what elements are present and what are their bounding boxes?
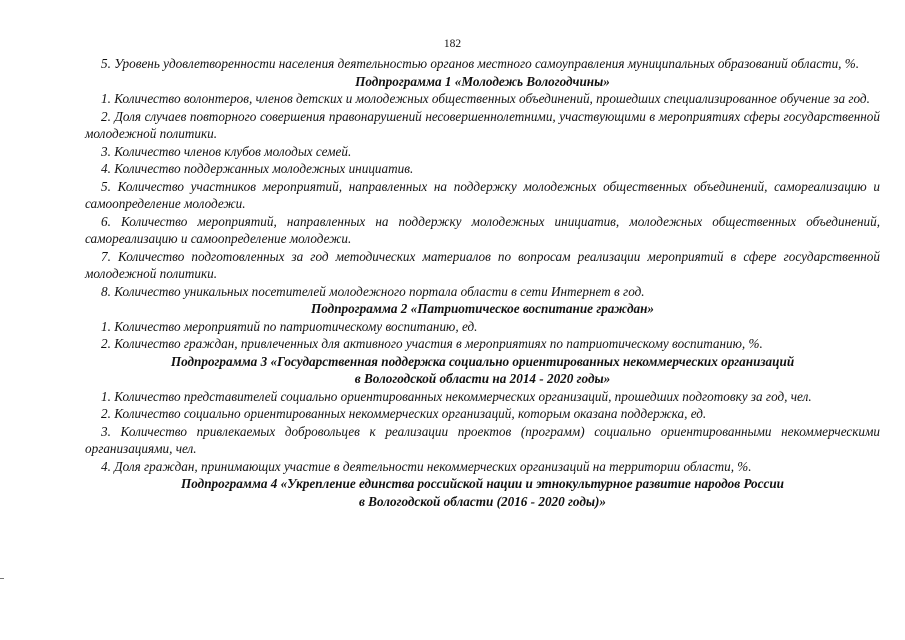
indicator-paragraph: 3. Количество членов клубов молодых семей.	[101, 143, 352, 159]
document-body	[85, 55, 880, 510]
indicator-paragraph: 2. Количество социально ориентированных некоммерческих организаций, которым оказана поддержка, ед.	[101, 406, 707, 421]
subprogram-heading-continuation: в Вологодской области на 2014 - 2020 годы»	[354, 371, 611, 386]
subprogram-heading: Подпрограмма 1 «Молодежь Вологодчины»	[355, 73, 610, 89]
indicator-paragraph: 2. Количество граждан, привлеченных для активного участия в мероприятиях по патриотическому воспитанию, %.	[101, 336, 763, 351]
subprogram-heading-continuation: в Вологодской области (2016 - 2020 годы)»	[358, 493, 607, 509]
indicator-paragraph: 1. Количество мероприятий по патриотическому воспитанию, ед.	[101, 318, 478, 334]
page-number: 182	[443, 38, 462, 50]
indicator-paragraph: 1. Количество представителей социально ориентированных некоммерческих организаций, прошедших подготовку за год, чел.	[101, 388, 812, 404]
margin-mark	[0, 578, 4, 579]
indicator-paragraph: 5. Количество участников мероприятий, направленных на поддержку молодежных общественных объединений, самореализацию и самоопределение молодежи.	[85, 178, 880, 211]
subprogram-heading: Подпрограмма 2 «Патриотическое воспитание граждан»	[311, 301, 654, 316]
indicator-paragraph: 4. Доля граждан, принимающих участие в деятельности некоммерческих организаций на территории области, %.	[101, 458, 752, 474]
subprogram-heading: Подпрограмма 3 «Государственная поддержка социально ориентированных некоммерческих организаций	[170, 353, 795, 369]
indicator-paragraph: 6. Количество мероприятий, направленных на поддержку молодежных инициатив, молодежных общественных объединений, самореализацию и самоопределение молодежи.	[85, 213, 880, 246]
indicator-paragraph: 5. Уровень удовлетворенности населения деятельностью органов местного самоуправления муниципальных образований области, %.	[101, 56, 860, 71]
indicator-paragraph: 1. Количество волонтеров, членов детских и молодежных общественных объединений, прошедших специализированное обучение за год.	[101, 91, 870, 106]
indicator-paragraph: 8. Количество уникальных посетителей молодежного портала области в сети Интернет в год.	[101, 283, 645, 299]
indicator-paragraph: 2. Доля случаев повторного совершения правонарушений несовершеннолетними, участвующими в мероприятиях сферы государственной молодежной политики.	[85, 108, 880, 141]
indicator-paragraph: 4. Количество поддержанных молодежных инициатив.	[101, 161, 414, 176]
subprogram-heading: Подпрограмма 4 «Укрепление единства российской нации и этнокультурное развитие народов России	[181, 476, 784, 491]
indicator-paragraph: 7. Количество подготовленных за год методических материалов по вопросам реализации мероприятий в сфере государственной молодежной политики.	[85, 248, 880, 281]
indicator-paragraph: 3. Количество привлекаемых добровольцев к реализации проектов (программ) социально ориентированными некоммерческими организациями, чел.	[85, 423, 880, 456]
